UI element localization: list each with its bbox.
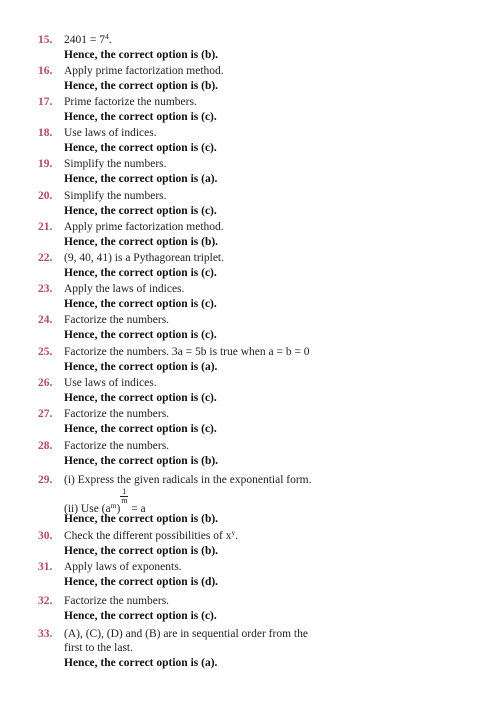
item-hint: Apply the laws of indices. bbox=[64, 283, 185, 295]
item-number: 17. bbox=[38, 96, 53, 108]
formula-exponent: m bbox=[110, 501, 117, 510]
item-number: 16. bbox=[38, 65, 53, 77]
hint-text: Check the different possibilities of x bbox=[64, 530, 232, 542]
item-answer: Hence, the correct option is (c). bbox=[64, 392, 217, 404]
item-answer: Hence, the correct option is (c). bbox=[64, 610, 217, 622]
item-hint bbox=[64, 529, 238, 544]
item-number: 19. bbox=[38, 158, 53, 170]
item-answer: Hence, the correct option is (b). bbox=[64, 80, 219, 92]
item-number: 15. bbox=[38, 34, 53, 46]
item-number: 20. bbox=[38, 190, 53, 202]
hint-exponent: y bbox=[231, 528, 236, 537]
item-number: 32. bbox=[38, 595, 53, 607]
item-answer: Hence, the correct option is (b). bbox=[64, 236, 219, 248]
item-number: 31. bbox=[38, 561, 53, 573]
item-number: 27. bbox=[38, 408, 53, 420]
item-number: 24. bbox=[38, 314, 53, 326]
item-number: 29. bbox=[38, 474, 53, 486]
item-hint: (9, 40, 41) is a Pythagorean triplet. bbox=[64, 252, 225, 264]
item-hint: (A), (C), (D) and (B) are in sequential order from the bbox=[64, 628, 308, 640]
item-answer: Hence, the correct option is (b). bbox=[64, 545, 219, 557]
item-answer: Hence, the correct option is (b). bbox=[64, 455, 219, 467]
fraction-denominator: m bbox=[121, 496, 128, 505]
item-number: 28. bbox=[38, 440, 53, 452]
item-hint: Apply prime factorization method. bbox=[64, 65, 224, 77]
item-number: 21. bbox=[38, 221, 53, 233]
item-answer: Hence, the correct option is (c). bbox=[64, 298, 217, 310]
item-hint: Factorize the numbers. bbox=[64, 595, 170, 607]
formula-paren: ) bbox=[116, 503, 121, 515]
hint-end: . bbox=[108, 34, 112, 46]
item-hint-continued: first to the last. bbox=[64, 642, 133, 654]
item-answer: Hence, the correct option is (a). bbox=[64, 173, 218, 185]
item-hint: Simplify the numbers. bbox=[64, 158, 167, 170]
item-number: 22. bbox=[38, 252, 53, 264]
item-hint: Use laws of indices. bbox=[64, 377, 157, 389]
item-number: 25. bbox=[38, 346, 53, 358]
item-hint: Factorize the numbers. 3a = 5b is true when a = b = 0 bbox=[64, 346, 310, 358]
item-answer: Hence, the correct option is (b). bbox=[64, 49, 219, 61]
hint-exponent: 4 bbox=[105, 32, 109, 41]
item-answer: Hence, the correct option is (c). bbox=[64, 267, 217, 279]
item-hint: Simplify the numbers. bbox=[64, 190, 167, 202]
formula-suffix: = a bbox=[128, 503, 146, 515]
item-number: 30. bbox=[38, 530, 53, 542]
fraction-numerator: 1 bbox=[122, 487, 127, 496]
item-answer: Hence, the correct option is (c). bbox=[64, 205, 217, 217]
item-hint: Factorize the numbers. bbox=[64, 314, 170, 326]
item-hint: Factorize the numbers. bbox=[64, 408, 170, 420]
item-answer: Hence, the correct option is (c). bbox=[64, 423, 217, 435]
item-hint: Apply laws of exponents. bbox=[64, 561, 182, 573]
hint-end: . bbox=[235, 530, 239, 542]
formula-fraction bbox=[120, 488, 128, 505]
item-answer: Hence, the correct option is (b). bbox=[64, 513, 219, 525]
item-number: 33. bbox=[38, 628, 53, 640]
item-answer: Hence, the correct option is (a). bbox=[64, 361, 218, 373]
item-hint: (i) Express the given radicals in the exponential form. bbox=[64, 474, 312, 486]
item-number: 23. bbox=[38, 283, 53, 295]
item-answer: Hence, the correct option is (c). bbox=[64, 329, 217, 341]
formula-prefix: (ii) Use (a bbox=[64, 503, 111, 515]
item-hint: Factorize the numbers. bbox=[64, 440, 170, 452]
item-answer: Hence, the correct option is (a). bbox=[64, 657, 218, 669]
item-number: 18. bbox=[38, 127, 53, 139]
item-answer: Hence, the correct option is (c). bbox=[64, 142, 217, 154]
item-hint bbox=[64, 33, 112, 48]
item-hint: Use laws of indices. bbox=[64, 127, 157, 139]
hint-text: 2401 = 7 bbox=[64, 34, 105, 46]
item-answer: Hence, the correct option is (c). bbox=[64, 111, 217, 123]
item-answer: Hence, the correct option is (d). bbox=[64, 576, 219, 588]
item-hint: Apply prime factorization method. bbox=[64, 221, 224, 233]
item-hint: Prime factorize the numbers. bbox=[64, 96, 197, 108]
item-number: 26. bbox=[38, 377, 53, 389]
